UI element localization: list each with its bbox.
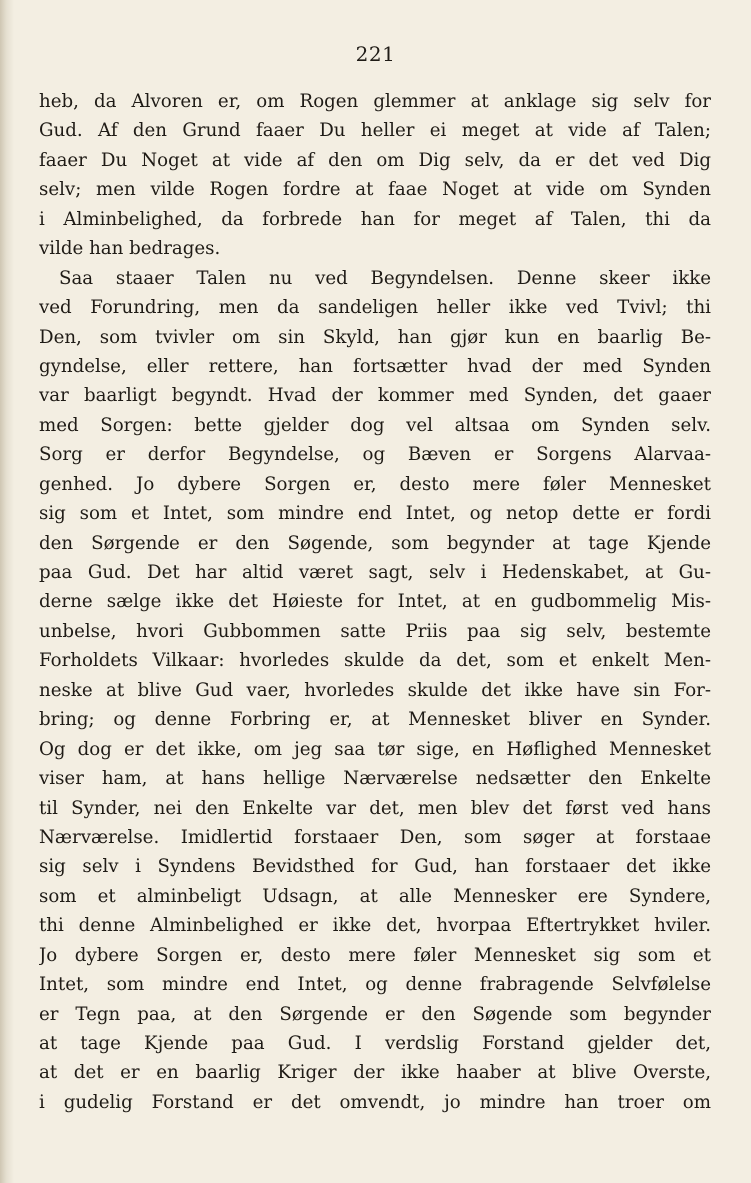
text-line: Saa staaer Talen nu ved Begyndelsen. Denne skeer ikke [59,267,711,289]
page-number: 221 [355,42,396,66]
spine-shadow [0,0,14,1183]
text-line: er Tegn paa, at den Sørgende er den Søgende som begynder [39,1003,711,1025]
text-line: som et alminbeligt Udsagn, at alle Mennesker ere Syndere, [39,885,711,907]
text-line: Den, som tvivler om sin Skyld, han gjør kun en baarlig Be- [39,326,711,348]
text-line: unbelse, hvori Gubbommen satte Priis paa sig selv, bestemte [39,620,711,642]
text-line: Forholdets Vilkaar: hvorledes skulde da det, som et enkelt Men- [39,650,711,672]
text-line: Sorg er derfor Begyndelse, og Bæven er Sorgens Alarvaa- [39,444,711,466]
text-line: ved Forundring, men da sandeligen heller ikke ved Tvivl; thi [39,297,711,319]
text-line: vilde han bedrages. [39,238,221,260]
text-line: sig selv i Syndens Bevidsthed for Gud, han forstaaer det ikke [39,856,711,878]
text-line: paa Gud. Det har altid været sagt, selv i Hedenskabet, at Gu- [39,562,711,583]
text-line: heb, da Alvoren er, om Rogen glemmer at anklage sig selv for [39,91,711,112]
text-line: gyndelse, eller rettere, han fortsætter hvad der med Synden [39,355,711,377]
text-line: bring; og denne Forbring er, at Mennesket bliver en Synder. [39,709,711,731]
text-line: faaer Du Noget at vide af den om Dig selv, da er det ved Dig [39,149,711,171]
text-line: viser ham, at hans hellige Nærværelse nedsætter den Enkelte [39,768,711,790]
text-line: til Synder, nei den Enkelte var det, men blev det først ved hans [39,797,711,819]
text-line: genhed. Jo dybere Sorgen er, desto mere føler Mennesket [39,473,711,495]
text-line: Nærværelse. Imidlertid forstaaer Den, som søger at forstaae [39,826,711,848]
text-line: Gud. Af den Grund faaer Du heller ei meget at vide af Talen; [39,120,711,142]
text-line: derne sælge ikke det Høieste for Intet, at en gudbommelig Mis- [39,591,711,613]
text-line: den Sørgende er den Søgende, som begynder at tage Kjende [39,532,711,554]
text-line: i Alminbelighed, da forbrede han for meget af Talen, thi da [39,208,711,230]
text-line: i gudelig Forstand er det omvendt, jo mindre han troer om [39,1091,711,1113]
text-line: thi denne Alminbelighed er ikke det, hvorpaa Eftertrykket hviler. [39,915,711,937]
text-line: Og dog er det ikke, om jeg saa tør sige, en Høflighed Mennesket [39,738,711,760]
text-line: med Sorgen: bette gjelder dog vel altsaa om Synden selv. [39,414,711,436]
text-line: var baarligt begyndt. Hvad der kommer med Synden, det gaaer [39,385,711,407]
text-line: neske at blive Gud vaer, hvorledes skulde det ikke have sin For- [39,679,711,701]
text-body [39,87,711,1117]
text-line: selv; men vilde Rogen fordre at faae Noget at vide om Synden [39,179,711,201]
text-line: at det er en baarlig Kriger der ikke haaber at blive Overste, [39,1062,711,1084]
text-line: Intet, som mindre end Intet, og denne frabragende Selvfølelse [39,974,711,996]
text-line: at tage Kjende paa Gud. I verdslig Forstand gjelder det, [39,1033,711,1054]
text-line: sig som et Intet, som mindre end Intet, og netop dette er fordi [39,503,711,525]
text-line: Jo dybere Sorgen er, desto mere føler Mennesket sig som et [39,944,711,966]
